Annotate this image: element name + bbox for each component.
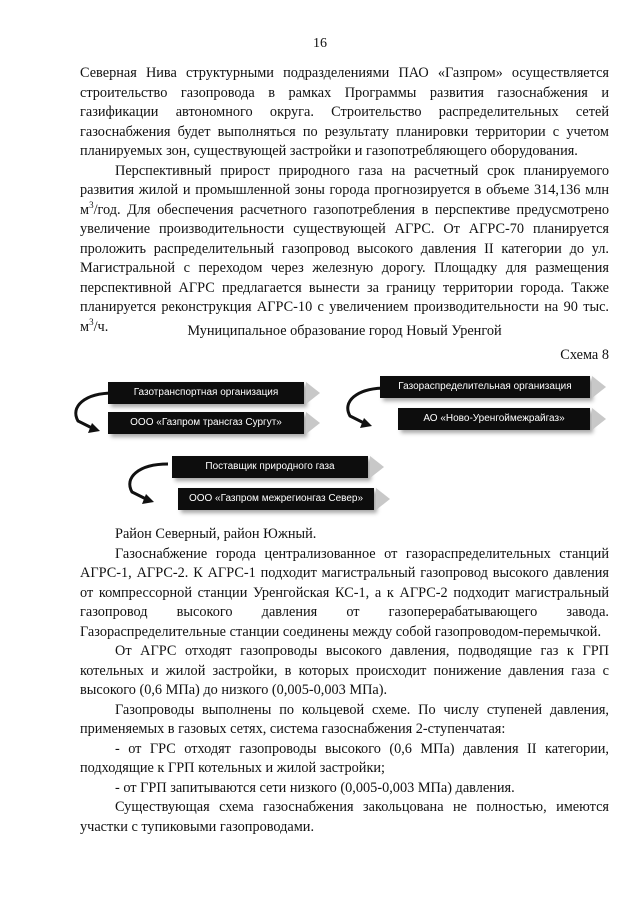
- arrow-icon: [592, 408, 606, 430]
- paragraph-2: [80, 162, 609, 338]
- top-text: [80, 64, 609, 337]
- paragraph-2-part-c: /ч.: [93, 318, 109, 335]
- arrow-icon: [376, 488, 390, 510]
- list-item-2: - от ГРП запитываются сети низкого (0,005-0,003 МПа) давления.: [115, 779, 515, 796]
- bottom-text: [80, 525, 609, 837]
- superscript-3-b: 3: [89, 316, 94, 327]
- paragraph-1: Северная Нива структурными подразделениями ПАО «Газпром» осуществляется строительство газопровода в рамках Программы развития газоснабжения и газификации автономного округа. Строительство распределительных сетей газоснабжения будет выполняться по результату планировки территории с учетом планируемых зон, существующей застройки и газопотребляющего оборудования.: [80, 65, 609, 159]
- scheme-label: Схема 8: [560, 347, 609, 363]
- district-heading: Район Северный, район Южный.: [115, 526, 317, 542]
- paragraph-6: Существующая схема газоснабжения закольцована не полностью, имеются участки с тупиковыми газопроводами.: [80, 799, 609, 835]
- arrow-icon: [306, 412, 320, 434]
- gto-name-box: ООО «Газпром трансгаз Сургут»: [108, 412, 304, 434]
- gto-title-box: Газотранспортная организация: [108, 382, 304, 404]
- arrow-icon: [370, 456, 384, 478]
- paragraph-2-part-a: Перспективный прирост природного газа на расчетный срок планируемого развития жилой и промышленной зоны города прогнозируется в объеме 314,136 млн м: [80, 162, 609, 218]
- paragraph-4: От АГРС отходят газопроводы высокого давления, подводящие газ к ГРП котельных и жилой застройки, в которых происходит понижение давления газа с высокого (0,6 МПа) до низкого (0,005-0,003 МПа).: [80, 643, 609, 698]
- paragraph-5: Газопроводы выполнены по кольцевой схеме. По числу ступеней давления, применяемых в газовых сетях, система газоснабжения 2-ступенчатая:: [80, 701, 609, 737]
- supplier-name-box: ООО «Газпром межрегионгаз Север»: [178, 488, 374, 510]
- gro-title-box: Газораспределительная организация: [380, 376, 590, 398]
- superscript-3: 3: [89, 199, 94, 210]
- page-number: 16: [313, 36, 327, 51]
- list-item-1: - от ГРС отходят газопроводы высокого (0,6 МПа) давления II категории, подходящие к ГРП котельных и жилой застройки;: [80, 740, 609, 776]
- paragraph-3: Газоснабжение города централизованное от газораспределительных станций АГРС-1, АГРС-2. К АГРС-1 подходит магистральный газопровод высокого давления от компрессорной станции Уренгойская КС-1, а к АГРС-2 подходит магистральный газопровод высокого давления от газоперерабатывающего завода. Газораспределительные станции соединены между собой газопроводом-перемычкой.: [80, 545, 609, 640]
- supplier-title-box: Поставщик природного газа: [172, 456, 368, 478]
- curved-arrow-icon: [120, 456, 180, 506]
- arrow-icon: [592, 376, 606, 398]
- arrow-icon: [306, 382, 320, 404]
- gro-name-box: АО «Ново-Уренгоймежрайгаз»: [398, 408, 590, 430]
- section-title: Муниципальное образование город Новый Уренгой: [187, 323, 502, 339]
- organization-diagram: [0, 370, 640, 520]
- paragraph-2-part-b: /год. Для обеспечения расчетного газопотребления в перспективе предусмотрено увеличение производительности существующей АГРС. От АГРС-70 планируется проложить распределительный газопровод высокого давления II категории до ул. Магистральной с переходом через железную дорогу. Площадку для размещения перспективной АГРС предлагается вынести за границу территории города. Также планируется реконструкция АГРС-10 с увеличением производительности на 90 тыс. м: [80, 201, 609, 335]
